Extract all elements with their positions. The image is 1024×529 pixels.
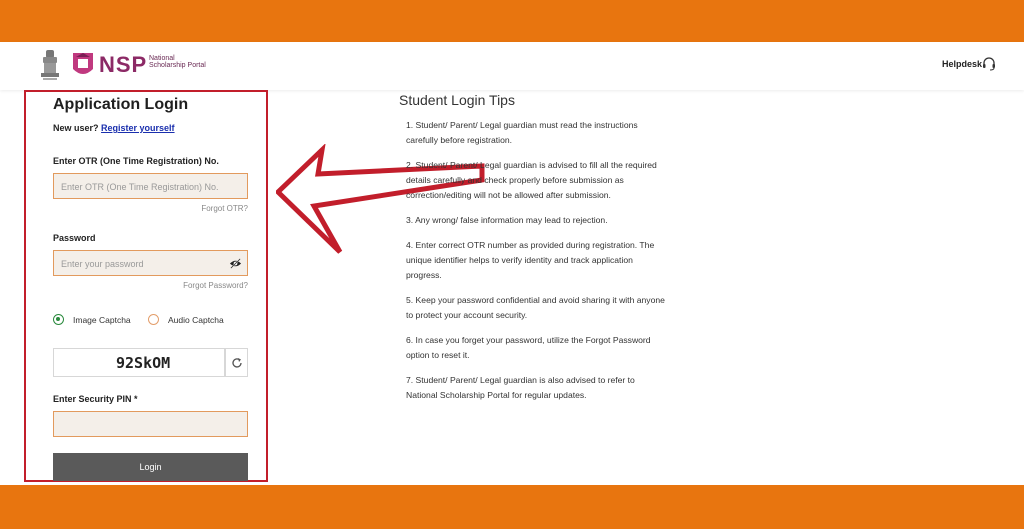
tip-item: 6. In case you forget your password, utilize the Forgot Password option to reset it. (406, 335, 651, 360)
tip-item: 2. Student/ Parent/ Legal guardian is advised to fill all the required details carefully and check properly before submission as correction/editing will not be allowed after submission. (406, 160, 657, 200)
site-header (0, 42, 1024, 90)
otr-input[interactable]: Enter OTR (One Time Registration) No. (53, 173, 248, 199)
refresh-captcha-button[interactable] (225, 348, 248, 377)
otr-label: Enter OTR (One Time Registration) No. (53, 156, 219, 166)
register-link[interactable]: Register yourself (101, 123, 175, 133)
image-captcha-label[interactable]: Image Captcha (73, 315, 131, 325)
headset-icon[interactable] (982, 57, 996, 71)
security-pin-label: Enter Security PIN * (53, 394, 138, 404)
eye-icon[interactable] (229, 257, 242, 270)
nsp-logo[interactable] (71, 50, 206, 82)
nsp-shield-icon (71, 50, 95, 80)
password-label: Password (53, 233, 96, 243)
login-title: Application Login (53, 96, 189, 113)
audio-captcha-label[interactable]: Audio Captcha (168, 315, 224, 325)
new-user-prefix: New user? (53, 123, 99, 133)
security-pin-input[interactable] (53, 411, 248, 437)
password-input[interactable] (53, 250, 248, 276)
captcha-image: 92SkOM (53, 348, 225, 377)
image-captcha-radio[interactable] (53, 314, 64, 325)
tip-item: 4. Enter correct OTR number as provided during registration. The unique identifier helps to verify identity and track application progress. (406, 240, 655, 280)
audio-captcha-radio[interactable] (148, 314, 159, 325)
tip-item: 5. Keep your password confidential and avoid sharing it with anyone to protect your account security. (406, 295, 665, 320)
password-placeholder: Enter your password (61, 259, 144, 269)
logo-subtitle: National Scholarship Portal (149, 55, 206, 69)
page (0, 42, 1024, 485)
login-button[interactable]: Login (53, 453, 248, 481)
top-orange-band (0, 0, 1024, 42)
new-user-line (53, 123, 175, 133)
tip-item: 7. Student/ Parent/ Legal guardian is also advised to refer to National Scholarship Portal for regular updates. (406, 375, 635, 400)
logo-name: NSP (99, 52, 148, 77)
login-panel (24, 90, 268, 482)
refresh-icon (231, 357, 243, 369)
forgot-otr-link[interactable]: Forgot OTR? (201, 204, 248, 213)
bottom-orange-band (0, 485, 1024, 529)
helpdesk-link[interactable]: Helpdesk (941, 59, 982, 69)
tip-item: 3. Any wrong/ false information may lead to rejection. (406, 215, 608, 225)
tips-list (406, 118, 668, 413)
forgot-password-link[interactable]: Forgot Password? (183, 281, 248, 290)
tip-item: 1. Student/ Parent/ Legal guardian must read the instructions carefully before registration. (406, 120, 638, 145)
national-emblem-icon (38, 48, 62, 82)
tips-title: Student Login Tips (399, 92, 515, 108)
